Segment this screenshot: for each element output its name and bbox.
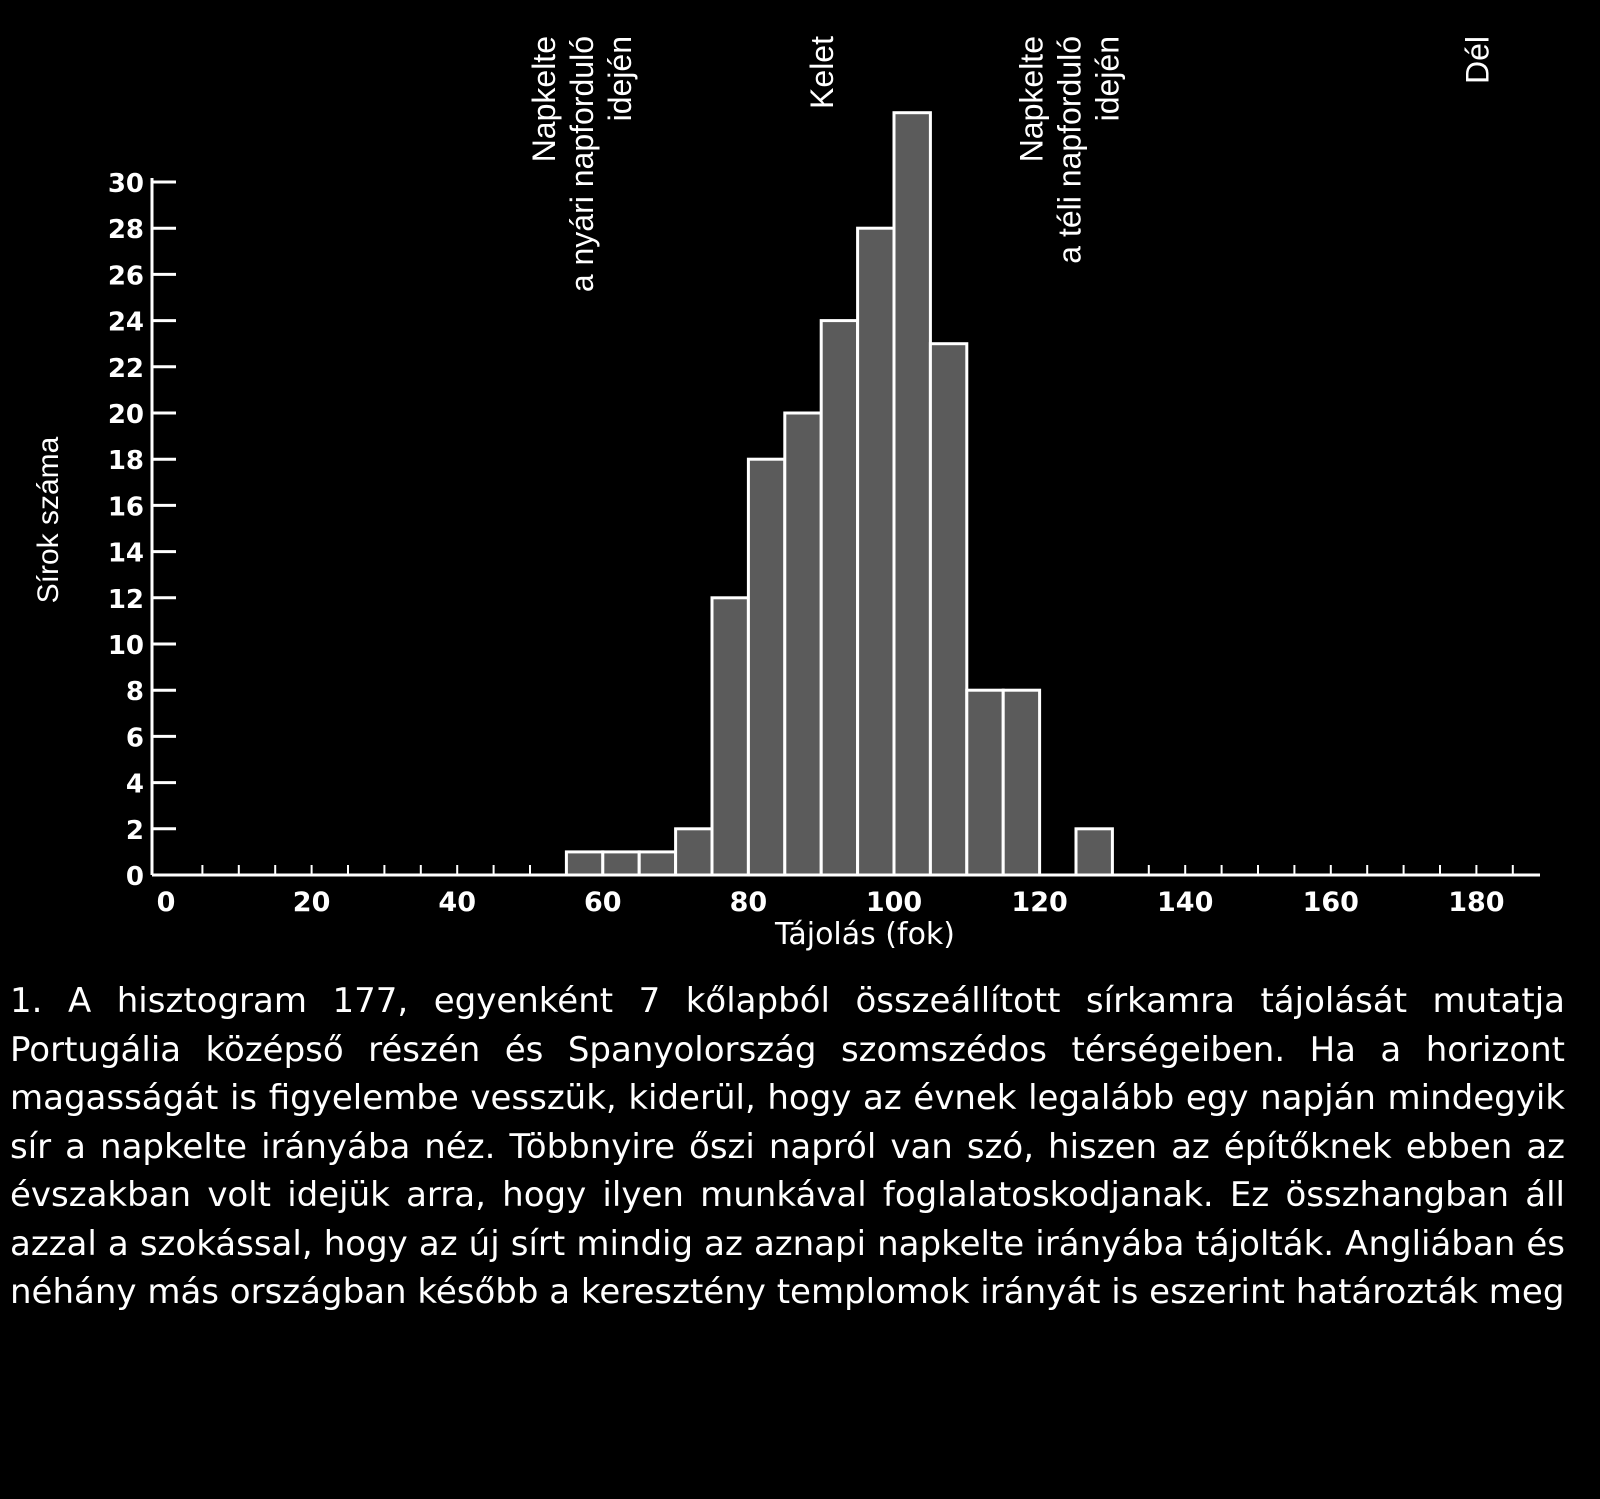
x-tick-label: 180 <box>1448 887 1505 918</box>
histogram-bar <box>894 113 930 875</box>
caption-text: A hisztogram 177, egyenként 7 kőlapból összeállított sírkamra tájolását mutatja Portugália középső részén és Spanyolország szomszédos térségeiben. Ha a horizont magasságát is figyelembe vesszük, kiderül, hogy az évnek legalább egy napján mindegyik sír a napkelte irányába néz. Többnyire őszi napról van szó, hiszen az építőknek ebben az évszakban volt idejük arra, hogy ilyen munkával foglalatoskodjanak. Ez összhangban áll azzal a szokással, hogy az új sírt mindig az aznapi napkelte irányába tájolták. Angliában és néhány más országban később a keresztény templomok irányát is eszerint határozták meg <box>10 981 1565 1312</box>
annotation-line: Dél <box>1459 36 1496 85</box>
x-tick-label: 100 <box>865 887 923 918</box>
annotation-line: a téli napforduló <box>1051 36 1088 264</box>
histogram-bar <box>603 852 639 875</box>
annotation <box>1014 36 1126 264</box>
annotation-line: Kelet <box>804 36 841 109</box>
annotation-line: Napkelte <box>525 36 562 163</box>
annotation-line: idején <box>1089 36 1126 122</box>
y-tick-label: 24 <box>107 307 144 338</box>
annotation-line: Napkelte <box>1013 36 1050 163</box>
x-tick-label: 0 <box>156 887 176 918</box>
annotation-line: idején <box>601 36 638 122</box>
y-tick-label: 10 <box>107 631 144 661</box>
x-tick-label: 60 <box>584 887 622 918</box>
y-tick-label: 26 <box>107 261 144 292</box>
histogram-bar <box>858 228 894 875</box>
histogram-bar <box>1003 690 1039 875</box>
y-tick-label: 20 <box>107 400 144 430</box>
x-tick-label: 40 <box>438 887 476 918</box>
annotation-line: a nyári napforduló <box>563 36 600 293</box>
caption-number: 1. <box>10 981 43 1021</box>
y-tick-label: 8 <box>125 677 144 708</box>
x-tick-label: 20 <box>292 887 331 918</box>
y-tick-label: 22 <box>107 353 144 384</box>
y-tick-label: 14 <box>107 538 144 569</box>
histogram-bar <box>785 413 821 875</box>
y-tick-label: 4 <box>125 769 144 800</box>
x-axis-label: Tájolás (fok) <box>774 917 956 952</box>
y-tick-label: 2 <box>125 815 144 846</box>
annotation <box>526 36 638 292</box>
y-tick-label: 12 <box>107 584 144 615</box>
bars-group <box>566 113 1112 875</box>
y-tick-label: 0 <box>125 862 144 892</box>
x-tick-label: 120 <box>1011 887 1068 918</box>
histogram-bar <box>712 598 748 875</box>
y-tick-label: 6 <box>125 723 144 754</box>
y-tick-label: 28 <box>107 215 144 246</box>
x-tick-label: 140 <box>1157 887 1214 918</box>
figure-caption <box>10 977 1565 1317</box>
histogram-bar <box>1076 829 1112 875</box>
histogram-bar <box>676 829 712 875</box>
y-axis-label: Sírok száma <box>32 436 65 604</box>
histogram-bar <box>821 321 857 875</box>
x-tick-label: 160 <box>1302 887 1359 918</box>
y-tick-label: 30 <box>107 169 144 199</box>
annotation <box>804 36 840 109</box>
histogram-bar <box>930 344 966 875</box>
y-tick-label: 18 <box>107 446 144 477</box>
histogram-bar <box>639 852 675 875</box>
x-tick-label: 80 <box>729 887 768 918</box>
histogram-bar <box>748 459 784 875</box>
y-tick-label: 16 <box>107 492 144 523</box>
histogram-bar <box>566 852 602 875</box>
annotation <box>1459 36 1495 84</box>
annotations-group <box>526 36 1495 292</box>
histogram-bar <box>967 690 1003 875</box>
